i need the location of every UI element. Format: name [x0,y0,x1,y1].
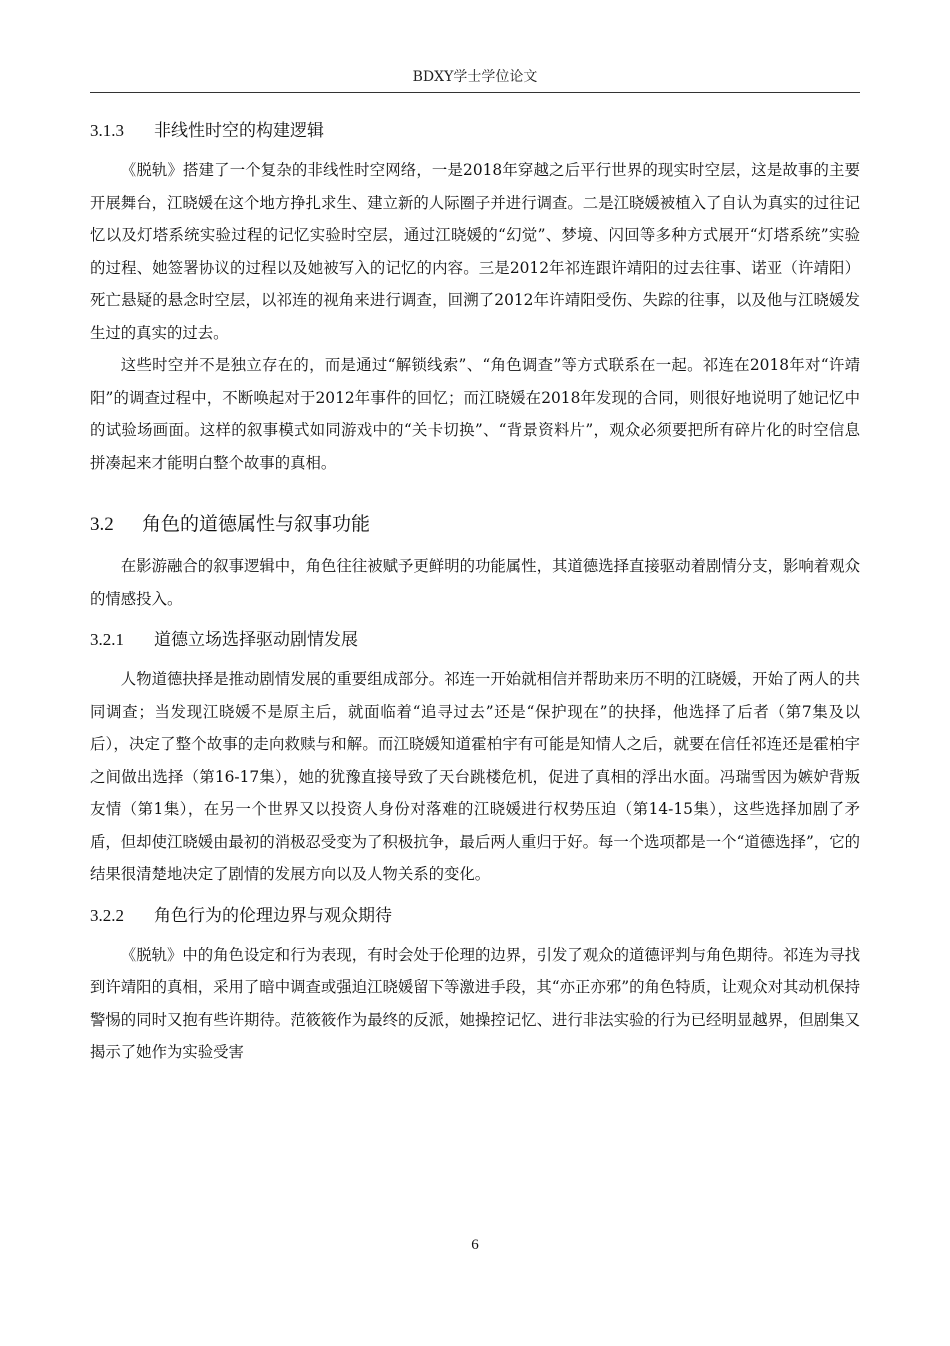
paragraph: 这些时空并不是独立存在的，而是通过“解锁线索”、“角色调查”等方式联系在一起。祁连在2018年对“许靖阳”的调查过程中，不断唤起对于2012年事件的回忆；而江晓媛在2018年发现的合同，则很好地说明了她记忆中的试验场画面。这样的叙事模式如同游戏中的“关卡切换”、“背景资料片”，观众必须要把所有碎片化的时空信息拼凑起来才能明白整个故事的真相。 [90,356,860,472]
heading-3-2-2 [90,903,860,929]
paragraph: 《脱轨》中的角色设定和行为表现，有时会处于伦理的边界，引发了观众的道德评判与角色期待。祁连为寻找到许靖阳的真相，采用了暗中调查或强迫江晓媛留下等激进手段，其“亦正亦邪”的角色特质，让观众对其动机保持警惕的同时又抱有些许期待。范筱筱作为最终的反派，她操控记忆、进行非法实验的行为已经明显越界，但剧集又揭示了她作为实验受害 [90,945,860,1061]
heading-3-2 [90,509,860,540]
paragraph: 在影游融合的叙事逻辑中，角色往往被赋予更鲜明的功能属性，其道德选择直接驱动着剧情分支，影响着观众的情感投入。 [90,557,860,608]
page-number: 6 [471,1237,479,1253]
paragraph: 人物道德抉择是推动剧情发展的重要组成部分。祁连一开始就相信并帮助来历不明的江晓媛，开始了两人的共同调查；当发现江晓媛不是原主后，就面临着“追寻过去”还是“保护现在”的抉择，他选择了后者（第7集及以后），决定了整个故事的走向救赎与和解。而江晓媛知道霍柏宇有可能是知情人之后，就要在信任祁连还是霍柏宇之间做出选择（第16-17集），她的犹豫直接导致了天台跳楼危机，促进了真相的浮出水面。冯瑞雪因为嫉妒背叛友情（第1集），在另一个世界又以投资人身份对落难的江晓媛进行权势压迫（第14-15集），这些选择加剧了矛盾，但却使江晓媛由最初的消极忍受变为了积极抗争，最后两人重归于好。每一个选项都是一个“道德选择”，它的结果很清楚地决定了剧情的发展方向以及人物关系的变化。 [90,670,860,883]
section-title: 角色行为的伦理边界与观众期待 [154,905,392,926]
section-number: 3.2 [90,514,114,535]
section-number: 3.1.3 [90,121,124,140]
section-title: 角色的道德属性与叙事功能 [142,513,371,535]
section-title: 道德立场选择驱动剧情发展 [154,630,358,650]
header-rule [90,92,860,93]
section-number: 3.2.1 [90,630,124,649]
section-title: 非线性时空的构建逻辑 [154,121,324,141]
heading-3-1-3 [90,118,860,144]
page-body [90,112,860,1069]
heading-3-2-1 [90,627,860,653]
paragraph: 《脱轨》搭建了一个复杂的非线性时空网络，一是2018年穿越之后平行世界的现实时空层，这是故事的主要开展舞台，江晓媛在这个地方挣扎求生、建立新的人际圈子并进行调查。二是江晓媛被植入了自认为真实的过往记忆以及灯塔系统实验过程的记忆实验时空层，通过江晓媛的“幻觉”、梦境、闪回等多种方式展开“灯塔系统”实验的过程、她签署协议的过程以及她被写入的记忆的内容。三是2012年祁连跟许靖阳的过去往事、诺亚（许靖阳）死亡悬疑的悬念时空层，以祁连的视角来进行调查，回溯了2012年许靖阳受伤、失踪的往事，以及他与江晓媛发生过的真实的过去。 [90,161,860,342]
section-number: 3.2.2 [90,905,124,925]
running-header: BDXY学士学位论文 [412,69,538,85]
